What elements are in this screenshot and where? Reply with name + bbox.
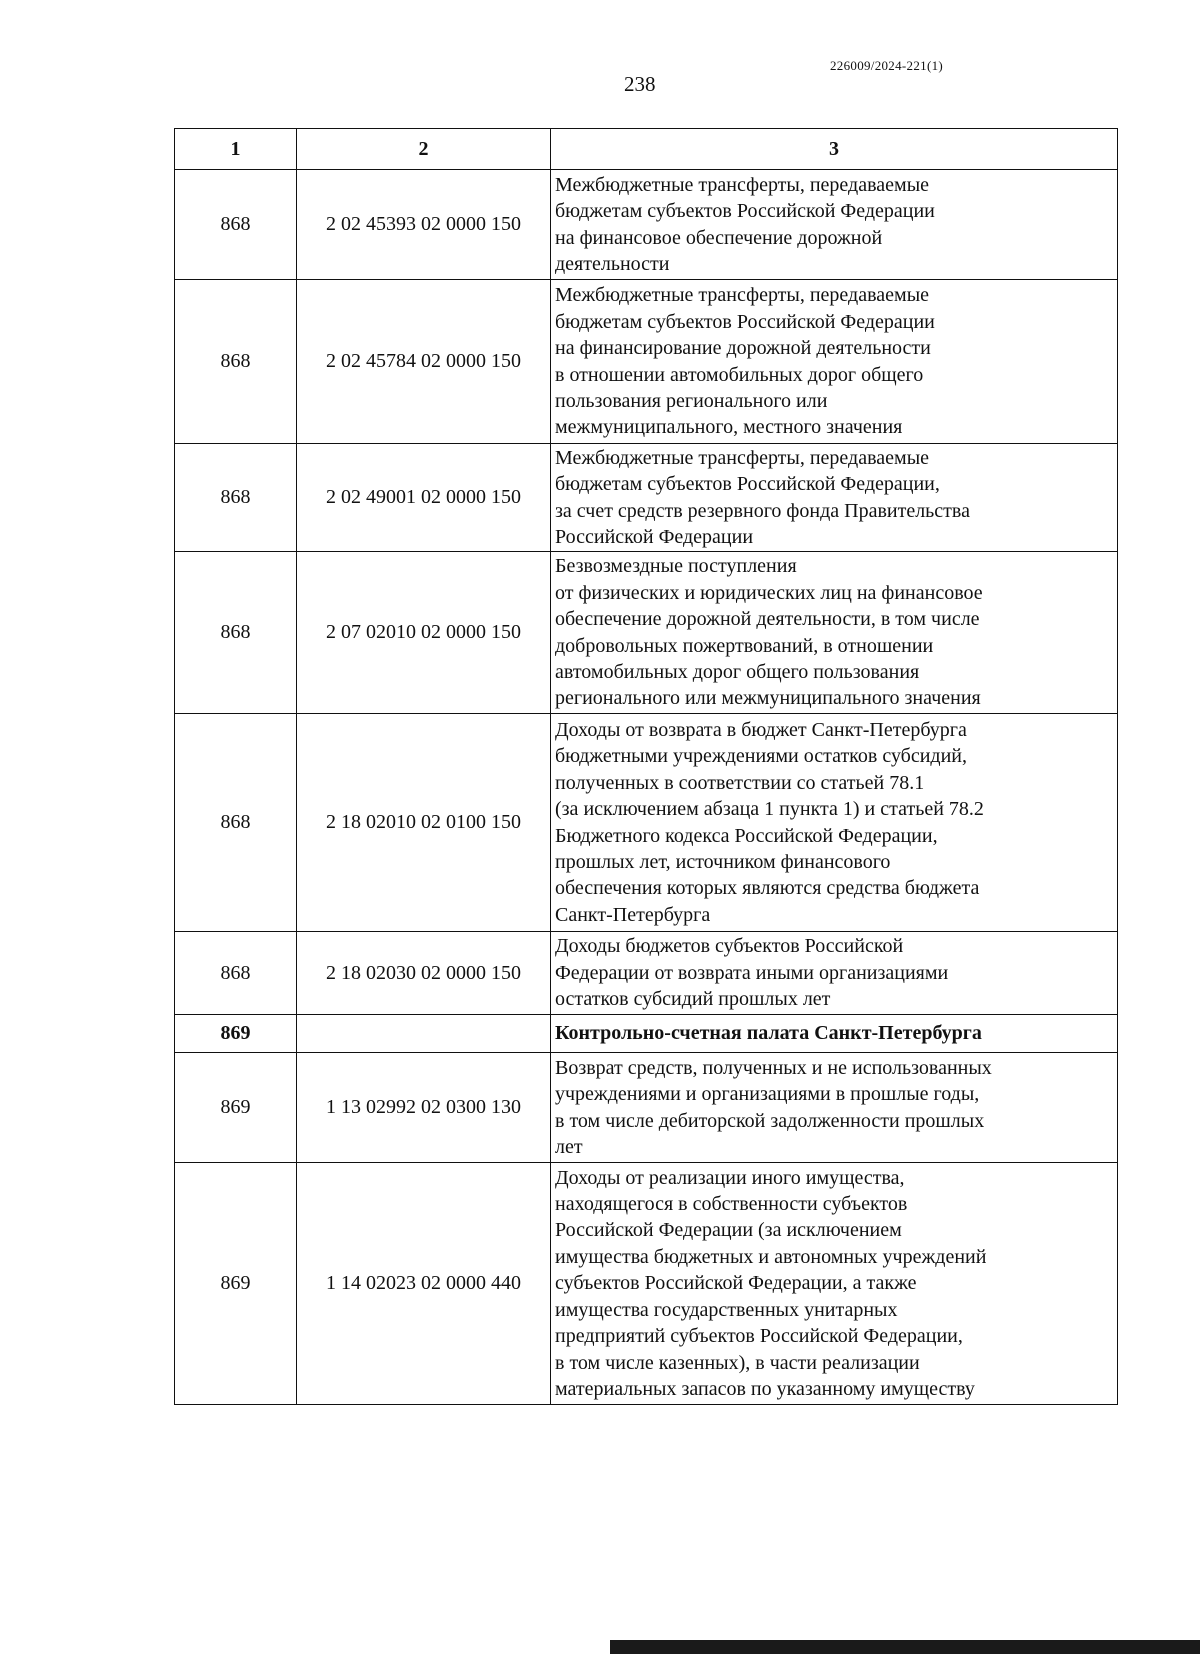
description-cell: Межбюджетные трансферты, передаваемые бюджетам субъектов Российской Федерации на финансирование дорожной деятельности в отношении автомобильных дорог общего пользования регионального или межмуниципального, местного значения	[551, 280, 1118, 444]
budget-code-cell: 2 18 02010 02 0100 150	[297, 714, 551, 932]
admin-code-cell: 869	[175, 1015, 297, 1053]
budget-code-cell	[297, 1015, 551, 1053]
description-cell: Доходы бюджетов субъектов Российской Федерации от возврата иными организациями остатков субсидий прошлых лет	[551, 932, 1118, 1015]
table-row	[175, 714, 1118, 932]
table-row	[175, 1053, 1118, 1163]
budget-classification-table	[174, 128, 1118, 1405]
admin-code-cell: 868	[175, 552, 297, 714]
budget-code-cell: 1 13 02992 02 0300 130	[297, 1053, 551, 1163]
admin-code-cell: 869	[175, 1053, 297, 1163]
admin-code-cell: 868	[175, 170, 297, 280]
page-number: 238	[624, 72, 656, 96]
organization-name-cell: Контрольно-счетная палата Санкт-Петербурга	[551, 1015, 1118, 1053]
description-cell: Доходы от возврата в бюджет Санкт-Петербурга бюджетными учреждениями остатков субсидий, полученных в соответствии со статьей 78.1 (за исключением абзаца 1 пункта 1) и статьей 78.2 Бюджетного кодекса Российской Федерации, прошлых лет, источником финансового обеспечения которых являются средства бюджета Санкт-Петербурга	[551, 714, 1118, 932]
table-row	[175, 280, 1118, 444]
admin-code-cell: 868	[175, 714, 297, 932]
organization-row	[175, 1015, 1118, 1053]
description-cell: Безвозмездные поступления от физических и юридических лиц на финансовое обеспечение дорожной деятельности, в том числе добровольных пожертвований, в отношении автомобильных дорог общего пользования регионального или межмуниципального значения	[551, 552, 1118, 714]
table-row	[175, 444, 1118, 552]
budget-code-cell: 2 07 02010 02 0000 150	[297, 552, 551, 714]
column-header-1: 1	[175, 129, 297, 170]
admin-code-cell: 868	[175, 444, 297, 552]
admin-code-cell: 868	[175, 280, 297, 444]
description-cell: Доходы от реализации иного имущества, находящегося в собственности субъектов Российской Федерации (за исключением имущества бюджетных и автономных учреждений субъектов Российской Федерации, а также имущества государственных унитарных предприятий субъектов Российской Федерации, в том числе казенных), в части реализации материальных запасов по указанному имуществу	[551, 1163, 1118, 1405]
budget-code-cell: 2 02 45784 02 0000 150	[297, 280, 551, 444]
table-row	[175, 932, 1118, 1015]
budget-code-cell: 1 14 02023 02 0000 440	[297, 1163, 551, 1405]
budget-code-cell: 2 18 02030 02 0000 150	[297, 932, 551, 1015]
table-row	[175, 552, 1118, 714]
scan-edge-bar	[610, 1640, 1200, 1654]
document-id: 226009/2024-221(1)	[830, 58, 943, 73]
admin-code-cell: 869	[175, 1163, 297, 1405]
description-cell: Межбюджетные трансферты, передаваемые бюджетам субъектов Российской Федерации на финансовое обеспечение дорожной деятельности	[551, 170, 1118, 280]
table-row	[175, 170, 1118, 280]
description-cell: Возврат средств, полученных и не использованных учреждениями и организациями в прошлые годы, в том числе дебиторской задолженности прошлых лет	[551, 1053, 1118, 1163]
table-row	[175, 1163, 1118, 1405]
table-header-row	[175, 129, 1118, 170]
admin-code-cell: 868	[175, 932, 297, 1015]
budget-code-cell: 2 02 49001 02 0000 150	[297, 444, 551, 552]
column-header-2: 2	[297, 129, 551, 170]
description-cell: Межбюджетные трансферты, передаваемые бюджетам субъектов Российской Федерации, за счет средств резервного фонда Правительства Российской Федерации	[551, 444, 1118, 552]
budget-code-cell: 2 02 45393 02 0000 150	[297, 170, 551, 280]
column-header-3: 3	[551, 129, 1118, 170]
